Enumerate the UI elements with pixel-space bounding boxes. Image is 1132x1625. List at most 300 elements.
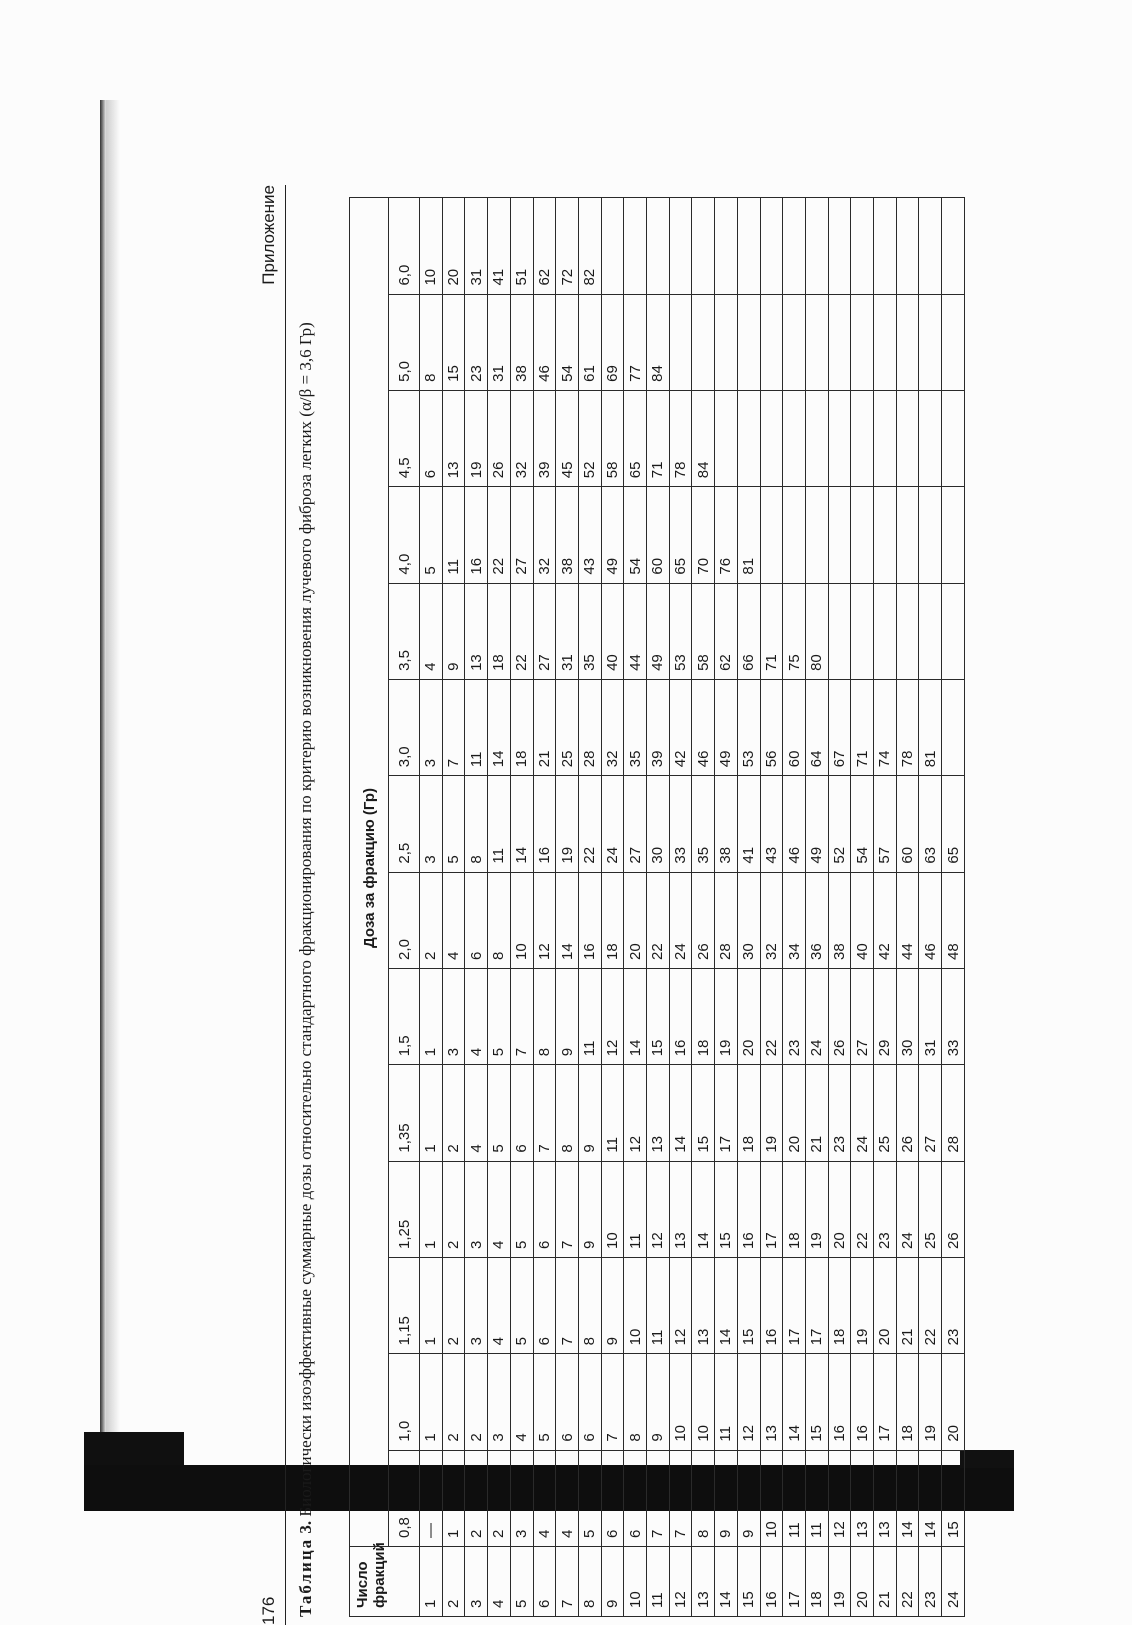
- dose-value-cell: 4: [442, 872, 465, 968]
- table-caption: [297, 197, 314, 1617]
- dose-value-cell: [783, 198, 806, 295]
- dose-value-cell: 84: [647, 294, 670, 390]
- dose-value-cell: 31: [488, 294, 511, 390]
- fractions-header: Число фракций: [350, 1547, 420, 1617]
- dose-value-cell: 10: [669, 1354, 692, 1450]
- dose-value-cell: 30: [647, 776, 670, 872]
- dose-header-row: [389, 198, 420, 1617]
- dose-value-cell: 12: [828, 1450, 851, 1546]
- dose-value-cell: 6: [601, 1450, 624, 1546]
- fraction-count-cell: 3: [465, 1547, 488, 1617]
- dose-value-cell: 16: [760, 1257, 783, 1353]
- dose-value-cell: 51: [510, 198, 533, 295]
- dose-value-cell: 21: [896, 1257, 919, 1353]
- dose-value-cell: 54: [851, 776, 874, 872]
- dose-value-cell: [805, 390, 828, 486]
- dose-value-cell: 14: [896, 1450, 919, 1546]
- dose-value-cell: [783, 487, 806, 583]
- dose-value-cell: 11: [601, 1065, 624, 1161]
- dose-value-cell: 72: [556, 198, 579, 295]
- dose-value-cell: 56: [760, 679, 783, 775]
- dose-header-cell: 4,5: [389, 390, 420, 486]
- dose-value-cell: 84: [692, 390, 715, 486]
- table-row: [692, 198, 715, 1617]
- dose-value-cell: 60: [647, 487, 670, 583]
- dose-value-cell: 4: [465, 968, 488, 1064]
- dose-value-cell: 17: [783, 1257, 806, 1353]
- dose-value-cell: [715, 198, 738, 295]
- fraction-count-cell: 13: [692, 1547, 715, 1617]
- scan-shadow-left-fade: [106, 100, 120, 1500]
- dose-value-cell: 7: [556, 1257, 579, 1353]
- dose-value-cell: [942, 487, 965, 583]
- dose-value-cell: 38: [556, 487, 579, 583]
- dose-value-cell: [783, 294, 806, 390]
- dose-value-cell: 18: [737, 1065, 760, 1161]
- dose-value-cell: 18: [783, 1161, 806, 1257]
- fraction-count-cell: 11: [647, 1547, 670, 1617]
- dose-value-cell: 1: [420, 1065, 443, 1161]
- dose-value-cell: 4: [488, 1161, 511, 1257]
- dose-value-cell: [874, 583, 897, 679]
- dose-value-cell: 1: [420, 1161, 443, 1257]
- dose-value-cell: 21: [533, 679, 556, 775]
- table-row: [624, 198, 647, 1617]
- dose-value-cell: 6: [533, 1161, 556, 1257]
- dose-value-cell: 20: [783, 1065, 806, 1161]
- dose-value-cell: 45: [556, 390, 579, 486]
- fraction-count-cell: 1: [420, 1547, 443, 1617]
- dose-value-cell: 13: [647, 1065, 670, 1161]
- dose-value-cell: 43: [760, 776, 783, 872]
- dose-value-cell: 19: [919, 1354, 942, 1450]
- table-row: [896, 198, 919, 1617]
- dose-value-cell: 15: [647, 968, 670, 1064]
- fraction-count-cell: 8: [578, 1547, 601, 1617]
- dose-value-cell: 42: [874, 872, 897, 968]
- dose-value-cell: 46: [533, 294, 556, 390]
- fraction-count-cell: 23: [919, 1547, 942, 1617]
- dose-value-cell: 65: [669, 487, 692, 583]
- fraction-count-cell: 24: [942, 1547, 965, 1617]
- dose-value-cell: 25: [919, 1161, 942, 1257]
- dose-value-cell: 12: [624, 1065, 647, 1161]
- dose-value-cell: 5: [510, 1257, 533, 1353]
- dose-value-cell: 9: [601, 1257, 624, 1353]
- table-header-row: [350, 198, 389, 1617]
- dose-value-cell: 57: [874, 776, 897, 872]
- dose-value-cell: [851, 583, 874, 679]
- dose-value-cell: [919, 294, 942, 390]
- dose-value-cell: [828, 198, 851, 295]
- dose-value-cell: 26: [488, 390, 511, 486]
- dose-value-cell: 30: [896, 968, 919, 1064]
- dose-value-cell: 71: [647, 390, 670, 486]
- dose-value-cell: 69: [601, 294, 624, 390]
- dose-header-cell: 1,25: [389, 1161, 420, 1257]
- dose-value-cell: 39: [647, 679, 670, 775]
- dose-value-cell: 75: [783, 583, 806, 679]
- dose-value-cell: 8: [533, 968, 556, 1064]
- fraction-count-cell: 10: [624, 1547, 647, 1617]
- dose-value-cell: 3: [420, 679, 443, 775]
- dose-value-cell: —: [420, 1450, 443, 1546]
- dose-value-cell: 46: [692, 679, 715, 775]
- dose-value-cell: 13: [851, 1450, 874, 1546]
- dose-value-cell: [760, 487, 783, 583]
- dose-value-cell: 19: [760, 1065, 783, 1161]
- dose-value-cell: 26: [896, 1065, 919, 1161]
- dose-value-cell: 1: [442, 1450, 465, 1546]
- dose-value-cell: 18: [601, 872, 624, 968]
- dose-value-cell: 16: [465, 487, 488, 583]
- dose-value-cell: 22: [760, 968, 783, 1064]
- dose-value-cell: 28: [942, 1065, 965, 1161]
- dose-value-cell: 10: [601, 1161, 624, 1257]
- dose-group-header: Доза за фракцию (Гр): [350, 198, 389, 1547]
- dose-value-cell: [874, 198, 897, 295]
- dose-value-cell: 6: [420, 390, 443, 486]
- dose-value-cell: 7: [510, 968, 533, 1064]
- dose-value-cell: 61: [578, 294, 601, 390]
- dose-header-cell: 0,8: [389, 1450, 420, 1546]
- dose-header-cell: 3,0: [389, 679, 420, 775]
- dose-value-cell: 4: [533, 1450, 556, 1546]
- dose-value-cell: [805, 294, 828, 390]
- dose-value-cell: 28: [715, 872, 738, 968]
- caption-label: Таблица: [296, 1537, 315, 1617]
- dose-value-cell: 21: [805, 1065, 828, 1161]
- scan-shadow-corner: [84, 1432, 184, 1466]
- dose-value-cell: 38: [510, 294, 533, 390]
- dose-value-cell: 12: [601, 968, 624, 1064]
- dose-value-cell: 5: [442, 776, 465, 872]
- dose-value-cell: [942, 390, 965, 486]
- table-row: [420, 198, 443, 1617]
- dose-value-cell: 9: [442, 583, 465, 679]
- dose-value-cell: 82: [578, 198, 601, 295]
- dose-value-cell: [760, 390, 783, 486]
- table-body: [420, 198, 965, 1617]
- dose-value-cell: 38: [715, 776, 738, 872]
- dose-value-cell: 7: [442, 679, 465, 775]
- dose-value-cell: 15: [942, 1450, 965, 1546]
- dose-value-cell: 3: [510, 1450, 533, 1546]
- dose-value-cell: 24: [669, 872, 692, 968]
- dose-value-cell: 18: [692, 968, 715, 1064]
- dose-value-cell: 24: [896, 1161, 919, 1257]
- table-row: [715, 198, 738, 1617]
- dose-value-cell: 20: [624, 872, 647, 968]
- dose-value-cell: 22: [647, 872, 670, 968]
- dose-value-cell: 49: [647, 583, 670, 679]
- fraction-count-cell: 22: [896, 1547, 919, 1617]
- dose-value-cell: 9: [578, 1161, 601, 1257]
- dose-value-cell: 12: [533, 872, 556, 968]
- table-row: [578, 198, 601, 1617]
- dose-value-cell: 40: [601, 583, 624, 679]
- table-row: [828, 198, 851, 1617]
- dose-value-cell: 9: [578, 1065, 601, 1161]
- dose-value-cell: 22: [510, 583, 533, 679]
- fraction-count-cell: 16: [760, 1547, 783, 1617]
- dose-value-cell: 64: [805, 679, 828, 775]
- dose-value-cell: 25: [556, 679, 579, 775]
- dose-value-cell: 27: [533, 583, 556, 679]
- dose-value-cell: 65: [942, 776, 965, 872]
- fraction-count-cell: 15: [737, 1547, 760, 1617]
- table-row: [669, 198, 692, 1617]
- dose-value-cell: 80: [805, 583, 828, 679]
- dose-value-cell: 78: [896, 679, 919, 775]
- dose-value-cell: [896, 487, 919, 583]
- dose-value-cell: 3: [465, 1161, 488, 1257]
- dose-value-cell: [851, 487, 874, 583]
- dose-value-cell: 35: [692, 776, 715, 872]
- dose-value-cell: 19: [556, 776, 579, 872]
- dose-value-cell: 81: [737, 487, 760, 583]
- dose-value-cell: 16: [737, 1161, 760, 1257]
- dose-value-cell: 27: [510, 487, 533, 583]
- dose-value-cell: 67: [828, 679, 851, 775]
- dose-value-cell: 13: [874, 1450, 897, 1546]
- table-row: [556, 198, 579, 1617]
- caption-text: Биологически изоэффективные суммарные дозы относительно стандартного фракционирования по критерию возникновения лучевого фиброза легких (α/β = 3,6 Гр): [296, 322, 315, 1517]
- dose-value-cell: 35: [578, 583, 601, 679]
- dose-value-cell: 6: [578, 1354, 601, 1450]
- fraction-count-cell: 12: [669, 1547, 692, 1617]
- dose-value-cell: 9: [737, 1450, 760, 1546]
- dose-value-cell: 1: [420, 1257, 443, 1353]
- dose-value-cell: [919, 487, 942, 583]
- dose-value-cell: 14: [556, 872, 579, 968]
- dose-value-cell: [737, 294, 760, 390]
- dose-value-cell: 17: [874, 1354, 897, 1450]
- dose-value-cell: 13: [760, 1354, 783, 1450]
- dose-value-cell: 5: [510, 1161, 533, 1257]
- dose-value-cell: 11: [805, 1450, 828, 1546]
- table-row: [783, 198, 806, 1617]
- dose-value-cell: 20: [828, 1161, 851, 1257]
- dose-value-cell: [828, 294, 851, 390]
- dose-value-cell: 8: [488, 872, 511, 968]
- dose-value-cell: 11: [783, 1450, 806, 1546]
- table-row: [805, 198, 828, 1617]
- running-header: [255, 185, 286, 1625]
- dose-value-cell: 81: [919, 679, 942, 775]
- dose-value-cell: 32: [760, 872, 783, 968]
- dose-value-cell: 14: [488, 679, 511, 775]
- table-row: [942, 198, 965, 1617]
- dose-value-cell: 13: [442, 390, 465, 486]
- dose-value-cell: 27: [624, 776, 647, 872]
- dose-value-cell: 17: [805, 1257, 828, 1353]
- dose-value-cell: 7: [556, 1161, 579, 1257]
- dose-value-cell: 63: [919, 776, 942, 872]
- dose-value-cell: 34: [783, 872, 806, 968]
- dose-value-cell: 14: [715, 1257, 738, 1353]
- dose-header-cell: 5,0: [389, 294, 420, 390]
- fraction-count-cell: 4: [488, 1547, 511, 1617]
- dose-value-cell: 8: [624, 1354, 647, 1450]
- dose-value-cell: 15: [715, 1161, 738, 1257]
- dose-value-cell: 9: [647, 1354, 670, 1450]
- dose-value-cell: 20: [442, 198, 465, 295]
- dose-value-cell: 24: [601, 776, 624, 872]
- dose-header-cell: 2,5: [389, 776, 420, 872]
- dose-value-cell: [715, 294, 738, 390]
- dose-value-cell: [919, 198, 942, 295]
- dose-value-cell: 15: [692, 1065, 715, 1161]
- dose-value-cell: 11: [624, 1161, 647, 1257]
- dose-value-cell: 14: [692, 1161, 715, 1257]
- dose-value-cell: 19: [715, 968, 738, 1064]
- dose-value-cell: 52: [828, 776, 851, 872]
- dose-value-cell: 16: [851, 1354, 874, 1450]
- dose-value-cell: 33: [669, 776, 692, 872]
- dose-value-cell: [601, 198, 624, 295]
- dose-value-cell: 52: [578, 390, 601, 486]
- dose-value-cell: 23: [828, 1065, 851, 1161]
- dose-value-cell: 8: [556, 1065, 579, 1161]
- dose-value-cell: [669, 198, 692, 295]
- dose-value-cell: 33: [942, 968, 965, 1064]
- dose-value-cell: 53: [669, 583, 692, 679]
- dose-value-cell: 22: [578, 776, 601, 872]
- dose-value-cell: 74: [874, 679, 897, 775]
- dose-value-cell: 4: [465, 1065, 488, 1161]
- dose-value-cell: 16: [828, 1354, 851, 1450]
- dose-value-cell: 26: [942, 1161, 965, 1257]
- dose-value-cell: 62: [715, 583, 738, 679]
- dose-value-cell: [942, 294, 965, 390]
- dose-value-cell: 16: [669, 968, 692, 1064]
- table-row: [601, 198, 624, 1617]
- dose-value-cell: 26: [692, 872, 715, 968]
- dose-value-cell: 11: [488, 776, 511, 872]
- dose-value-cell: 28: [578, 679, 601, 775]
- dose-value-cell: [896, 583, 919, 679]
- dose-value-cell: 14: [510, 776, 533, 872]
- dose-value-cell: [737, 390, 760, 486]
- dose-value-cell: [896, 294, 919, 390]
- dose-value-cell: 3: [420, 776, 443, 872]
- dose-value-cell: 48: [942, 872, 965, 968]
- dose-value-cell: 60: [783, 679, 806, 775]
- dose-value-cell: 13: [465, 583, 488, 679]
- dose-value-cell: 39: [533, 390, 556, 486]
- fraction-count-cell: 17: [783, 1547, 806, 1617]
- dose-value-cell: 10: [624, 1257, 647, 1353]
- dose-value-cell: [874, 487, 897, 583]
- dose-value-cell: [692, 294, 715, 390]
- dose-value-cell: [624, 198, 647, 295]
- dose-header-cell: 3,5: [389, 583, 420, 679]
- dose-value-cell: 3: [465, 1257, 488, 1353]
- dose-value-cell: [851, 294, 874, 390]
- dose-value-cell: 32: [510, 390, 533, 486]
- dose-value-cell: 11: [578, 968, 601, 1064]
- dose-value-cell: 7: [533, 1065, 556, 1161]
- dose-value-cell: 8: [420, 294, 443, 390]
- dose-value-cell: 6: [624, 1450, 647, 1546]
- dose-header-cell: 1,15: [389, 1257, 420, 1353]
- dose-value-cell: 11: [715, 1354, 738, 1450]
- fraction-count-cell: 14: [715, 1547, 738, 1617]
- dose-value-cell: [828, 390, 851, 486]
- dose-value-cell: 54: [556, 294, 579, 390]
- dose-value-cell: 18: [828, 1257, 851, 1353]
- dose-value-cell: 46: [783, 776, 806, 872]
- dose-value-cell: [647, 198, 670, 295]
- dose-value-cell: 1: [420, 968, 443, 1064]
- dose-value-cell: 66: [737, 583, 760, 679]
- dose-value-cell: 14: [783, 1354, 806, 1450]
- dose-value-cell: 49: [601, 487, 624, 583]
- fraction-count-cell: 9: [601, 1547, 624, 1617]
- table-row: [533, 198, 556, 1617]
- dose-value-cell: 35: [624, 679, 647, 775]
- dose-value-cell: [669, 294, 692, 390]
- table-row: [851, 198, 874, 1617]
- dose-value-cell: 70: [692, 487, 715, 583]
- dose-value-cell: 44: [896, 872, 919, 968]
- dose-value-cell: 77: [624, 294, 647, 390]
- dose-value-cell: 5: [420, 487, 443, 583]
- dose-value-cell: 31: [919, 968, 942, 1064]
- dose-value-cell: 26: [828, 968, 851, 1064]
- table-row: [874, 198, 897, 1617]
- dose-value-cell: 65: [624, 390, 647, 486]
- dose-value-cell: 5: [488, 968, 511, 1064]
- dose-value-cell: 32: [601, 679, 624, 775]
- dose-value-cell: [896, 390, 919, 486]
- dose-value-cell: [760, 294, 783, 390]
- fraction-count-cell: 19: [828, 1547, 851, 1617]
- dose-value-cell: 5: [488, 1065, 511, 1161]
- dose-value-cell: 23: [465, 294, 488, 390]
- dose-value-cell: 27: [919, 1065, 942, 1161]
- dose-value-cell: [851, 390, 874, 486]
- dose-value-cell: 58: [601, 390, 624, 486]
- dose-value-cell: 12: [669, 1257, 692, 1353]
- dose-value-cell: 20: [737, 968, 760, 1064]
- dose-value-cell: 18: [488, 583, 511, 679]
- dose-value-cell: 20: [942, 1354, 965, 1450]
- dose-value-cell: 4: [510, 1354, 533, 1450]
- dose-value-cell: 53: [737, 679, 760, 775]
- dose-value-cell: 14: [624, 968, 647, 1064]
- fraction-count-cell: 2: [442, 1547, 465, 1617]
- dose-value-cell: 41: [737, 776, 760, 872]
- dose-value-cell: 31: [465, 198, 488, 295]
- dose-value-cell: 5: [533, 1354, 556, 1450]
- dose-value-cell: [783, 390, 806, 486]
- dose-value-cell: [760, 198, 783, 295]
- dose-header-cell: 6,0: [389, 198, 420, 295]
- dose-value-cell: [896, 198, 919, 295]
- dose-value-cell: 6: [510, 1065, 533, 1161]
- dose-value-cell: 6: [533, 1257, 556, 1353]
- dose-value-cell: 10: [760, 1450, 783, 1546]
- dose-value-cell: [715, 390, 738, 486]
- dose-value-cell: 2: [465, 1450, 488, 1546]
- dose-value-cell: 16: [533, 776, 556, 872]
- dose-value-cell: 49: [805, 776, 828, 872]
- caption-number: 3.: [296, 1520, 315, 1534]
- dose-value-cell: 5: [578, 1450, 601, 1546]
- fraction-count-cell: 7: [556, 1547, 579, 1617]
